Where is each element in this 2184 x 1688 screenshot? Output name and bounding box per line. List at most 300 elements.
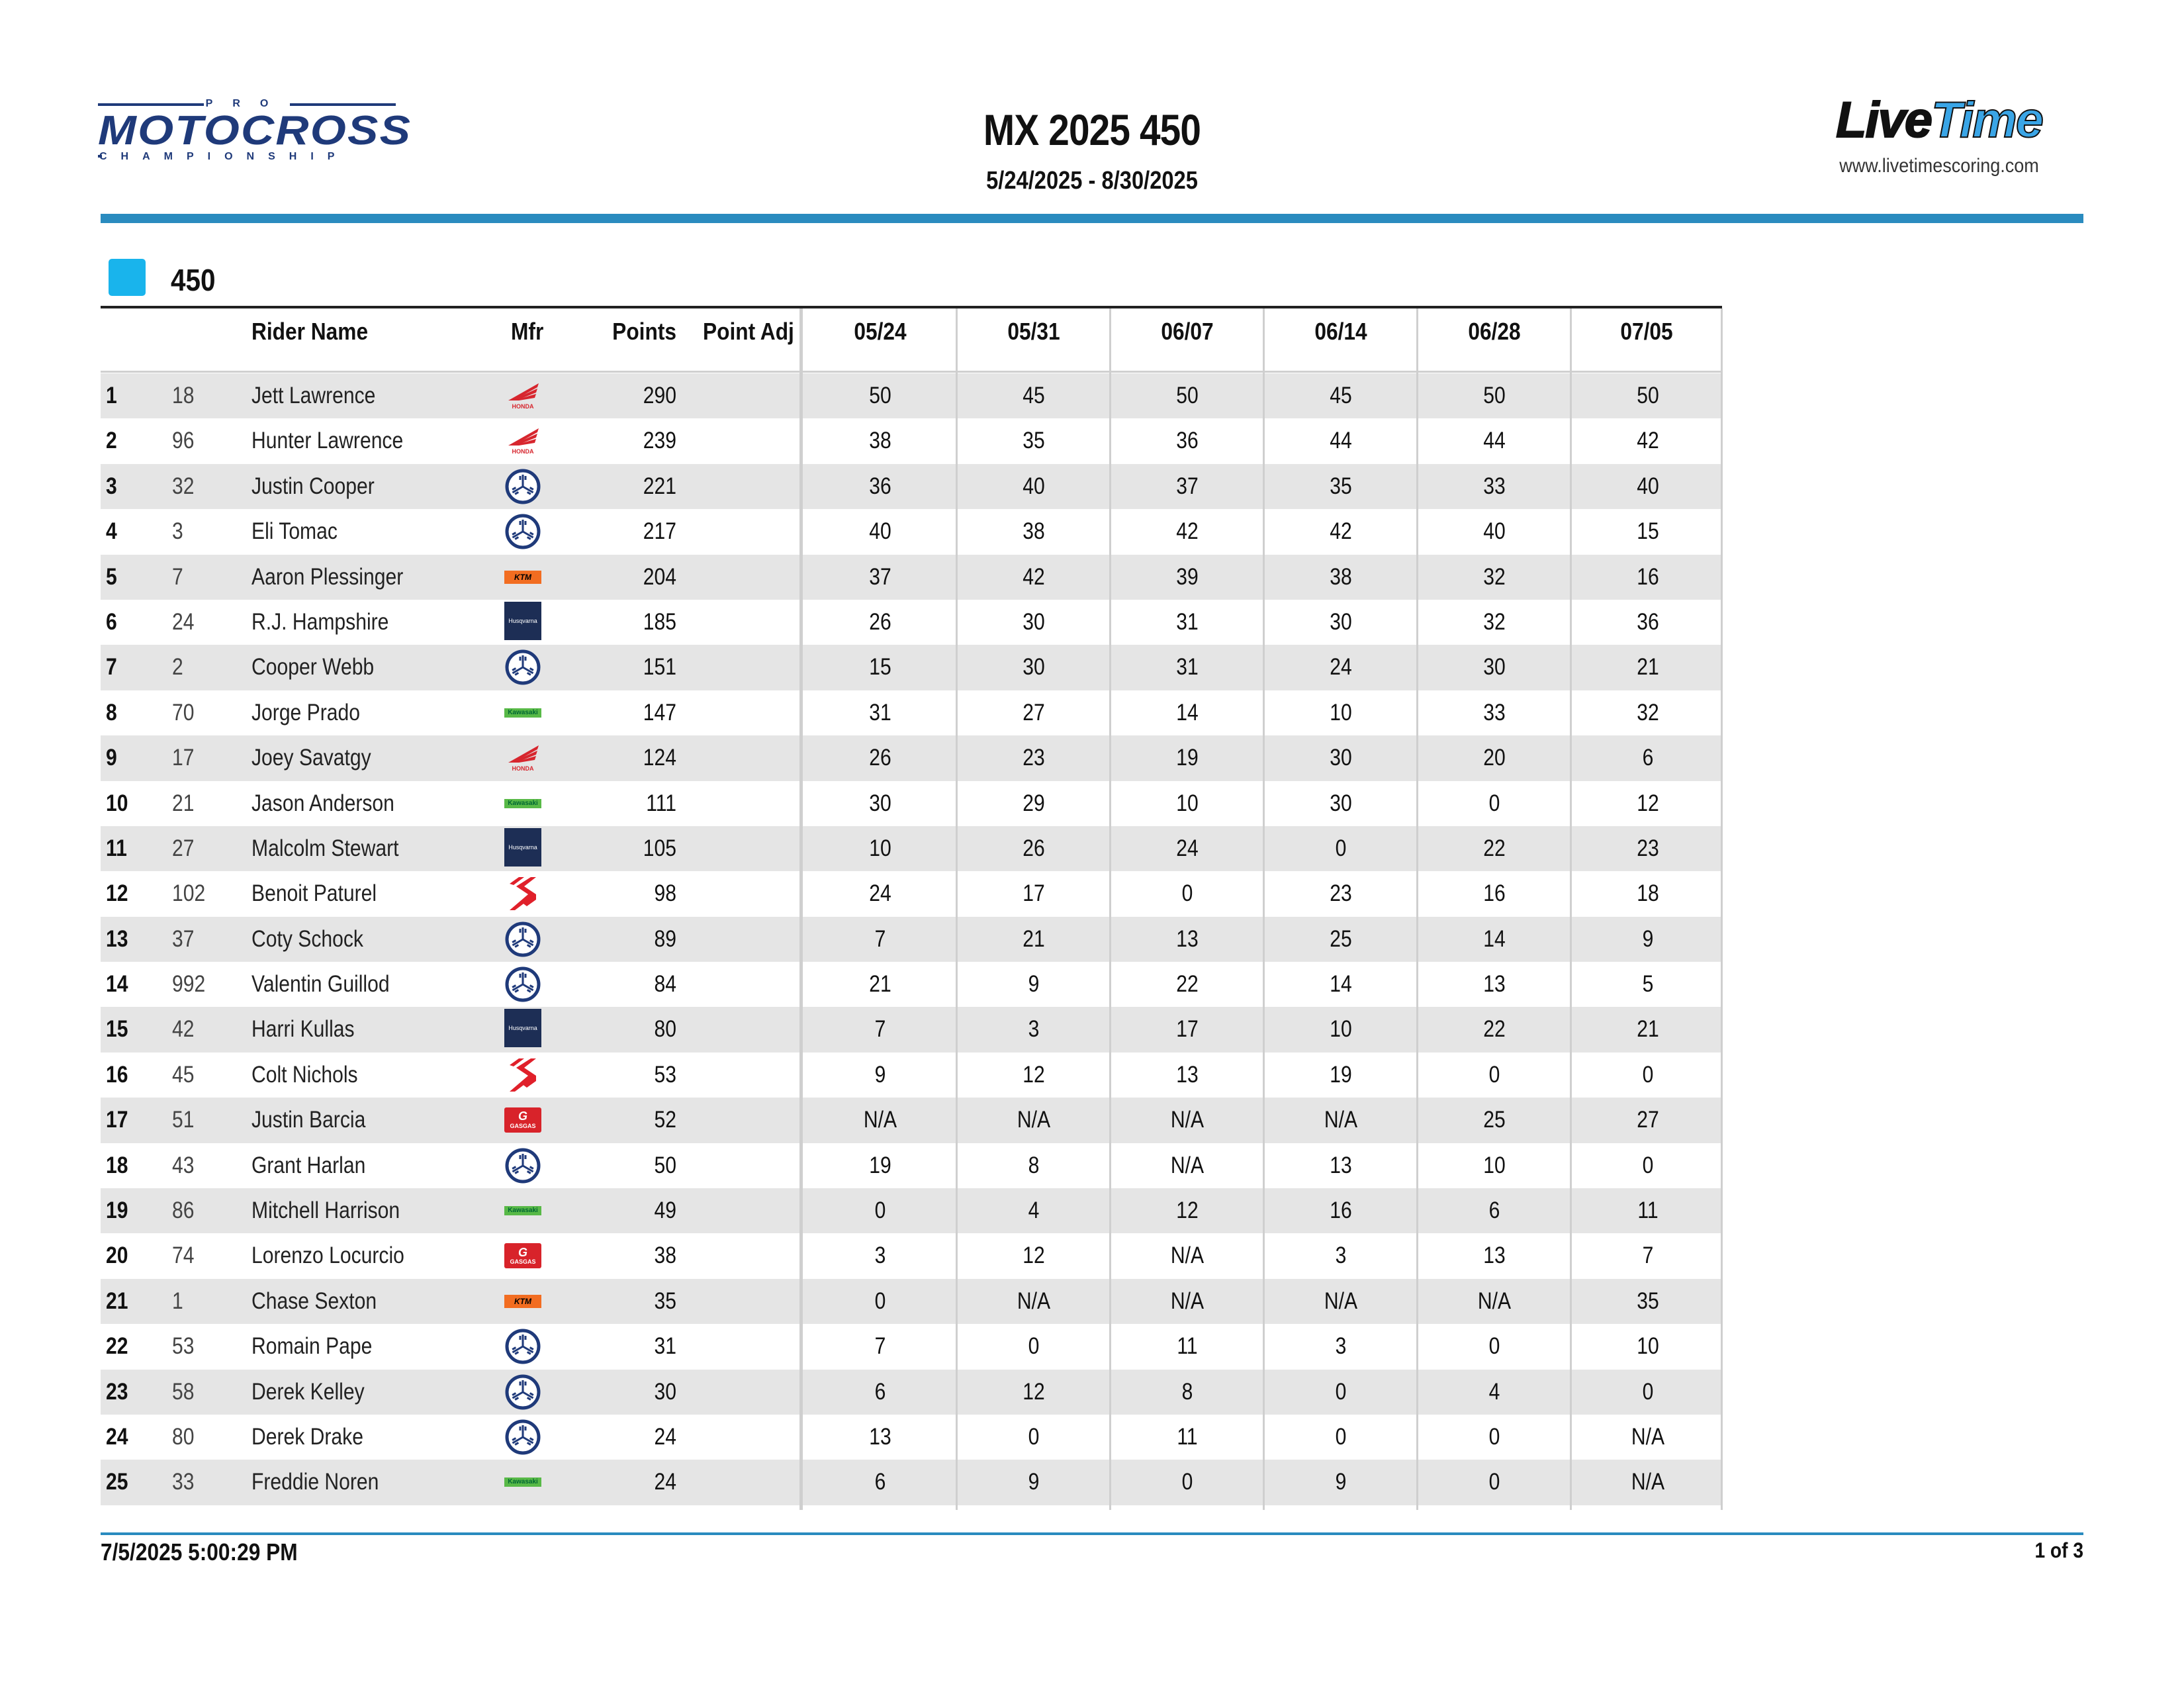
manufacturer-cell [502,826,544,871]
round-points-cell: 32 [1483,563,1506,590]
position-cell: 3 [106,473,117,499]
suzuki-s-icon [504,876,541,911]
honda-label: HONDA [512,765,534,773]
header-round-2: 05/31 [1007,318,1060,345]
kawasaki-logo-icon [504,696,541,730]
bike-number-cell: 7 [172,563,183,590]
round-points-cell: 12 [1023,1243,1045,1269]
position-cell: 19 [106,1197,128,1224]
round-points-cell: 26 [869,745,891,771]
points-cell: 147 [643,699,676,726]
position-cell: 9 [106,745,117,771]
round-points-cell: 21 [1637,1016,1659,1043]
rider-name-cell: Joey Savatgy [251,745,371,771]
kawasaki-logo-icon [504,1194,541,1228]
points-cell: 217 [643,518,676,545]
round-points-cell: 13 [1483,971,1506,998]
rider-name-cell: Grant Harlan [251,1152,366,1178]
manufacturer-cell [502,735,544,780]
round-points-cell: 50 [1176,383,1199,408]
round-points-cell: 9 [1335,1469,1347,1495]
position-cell: 10 [106,790,128,816]
yamaha-tuning-fork-icon [504,967,541,1002]
position-cell: 2 [106,428,117,454]
round-points-cell: 17 [1176,1016,1199,1043]
table-row [101,600,1722,645]
bike-number-cell: 1 [172,1288,183,1314]
manufacturer-cell [502,1279,544,1324]
position-cell: 21 [106,1288,128,1314]
round-points-cell: 3 [874,1243,886,1269]
round-points-cell: 0 [1335,835,1347,861]
manufacturer-cell [502,1053,544,1098]
round-points-cell: 44 [1483,428,1506,454]
round-points-cell: N/A [1324,1288,1358,1314]
round-points-cell: 7 [874,925,886,952]
position-cell: 6 [106,608,117,635]
header-rider-name: Rider Name [251,318,369,345]
round-points-cell: 40 [1637,473,1659,499]
husqvarna-label: Husqvarna [508,843,537,851]
kawasaki-label: Kawasaki [504,1206,541,1215]
report-title: MX 2025 450 [983,105,1201,154]
round-points-cell: 6 [874,1469,886,1495]
round-points-cell: 26 [869,608,891,635]
yamaha-tuning-fork-icon [504,1420,541,1454]
round-points-cell: 0 [1488,1333,1500,1360]
column-separator [1109,308,1111,1510]
kawasaki-label: Kawasaki [504,799,541,808]
rider-name-cell: Hunter Lawrence [251,428,404,454]
round-points-cell: 35 [1637,1288,1659,1314]
round-points-cell: 15 [869,654,891,680]
report-title-block [827,105,1357,195]
manufacturer-cell [502,690,544,735]
rider-name-cell: Malcolm Stewart [251,835,399,861]
column-separator [1263,308,1265,1510]
husqvarna-crown-icon [504,831,541,866]
round-points-cell: 32 [1637,699,1659,726]
round-points-cell: 6 [874,1378,886,1405]
kawasaki-label: Kawasaki [504,708,541,718]
round-points-cell: N/A [1170,1152,1205,1178]
honda-label: HONDA [512,448,534,455]
position-cell: 8 [106,699,117,726]
round-points-cell: 42 [1330,518,1352,545]
round-points-cell: 10 [1637,1333,1659,1360]
round-points-cell: 22 [1483,1016,1506,1043]
round-points-cell: 12 [1176,1197,1199,1224]
round-points-cell: 23 [1330,880,1352,907]
round-points-cell: 22 [1483,835,1506,861]
round-points-cell: 14 [1483,925,1506,952]
round-points-cell: 8 [1028,1152,1040,1178]
rider-name-cell: Chase Sexton [251,1288,377,1314]
column-separator [956,308,958,1510]
round-points-cell: 4 [1488,1378,1500,1405]
points-cell: 239 [643,428,676,454]
round-points-cell: 16 [1637,563,1659,590]
header-divider [101,214,2083,223]
table-row [101,373,1722,418]
position-cell: 18 [106,1152,128,1178]
points-cell: 35 [654,1288,676,1314]
round-points-cell: 9 [1028,1469,1040,1495]
points-cell: 98 [654,880,676,907]
round-points-cell: 42 [1637,428,1659,454]
gasgas-label: GASGAS [510,1258,536,1266]
round-points-cell: 9 [874,1061,886,1088]
bike-number-cell: 42 [172,1016,195,1043]
honda-label: HONDA [512,403,534,410]
round-points-cell: 0 [1488,1061,1500,1088]
rider-name-cell: Mitchell Harrison [251,1197,400,1224]
points-cell: 185 [643,608,676,635]
bike-number-cell: 24 [172,608,195,635]
round-points-cell: 10 [1483,1152,1506,1178]
table-row [101,826,1722,871]
logo-main-text: MOTOCROSS [98,108,412,154]
rider-name-cell: Jett Lawrence [251,383,376,408]
table-row [101,645,1722,690]
position-cell: 17 [106,1107,128,1133]
points-cell: 221 [643,473,676,499]
gasgas-logo-icon: G GASGAS [504,1103,541,1137]
table-row [101,1324,1722,1369]
round-points-cell: 11 [1177,1333,1198,1360]
round-points-cell: 27 [1637,1107,1659,1133]
round-points-cell: 7 [874,1333,886,1360]
position-cell: 12 [106,880,128,907]
round-points-cell: 21 [1637,654,1659,680]
rider-name-cell: Jason Anderson [251,790,394,816]
round-points-cell: N/A [1017,1288,1051,1314]
round-points-cell: 26 [1023,835,1045,861]
yamaha-tuning-fork-icon [504,1375,541,1409]
manufacturer-cell [502,600,544,645]
points-cell: 105 [643,835,676,861]
rider-name-cell: Eli Tomac [251,518,338,545]
husqvarna-crown-icon [504,1012,541,1047]
round-points-cell: 14 [1176,699,1199,726]
round-points-cell: 12 [1023,1061,1045,1088]
round-points-cell: 14 [1330,971,1352,998]
round-points-cell: 3 [1335,1333,1347,1360]
table-row [101,1143,1722,1188]
round-points-cell: 16 [1330,1197,1352,1224]
manufacturer-cell [502,418,544,463]
rider-name-cell: Freddie Noren [251,1469,379,1495]
bike-number-cell: 53 [172,1333,195,1360]
ktm-logo-icon [504,560,541,594]
round-points-cell: 37 [1176,473,1199,499]
position-cell: 23 [106,1378,128,1405]
standings-table [101,373,1722,1505]
round-points-cell: 50 [1483,383,1506,408]
yamaha-tuning-fork-icon [504,514,541,549]
round-points-cell: 40 [1023,473,1045,499]
table-row [101,1188,1722,1233]
round-points-cell: 44 [1330,428,1352,454]
round-points-cell: 50 [1637,383,1659,408]
livetime-logo [1787,92,2091,177]
table-row [101,1007,1722,1052]
round-points-cell: 19 [1176,745,1199,771]
round-points-cell: 10 [869,835,891,861]
header-round-3: 06/07 [1161,318,1214,345]
round-points-cell: 0 [1028,1423,1040,1450]
manufacturer-cell [502,962,544,1007]
manufacturer-cell [502,555,544,600]
round-points-cell: 25 [1483,1107,1506,1133]
bike-number-cell: 21 [172,790,195,816]
round-points-cell: 23 [1023,745,1045,771]
bike-number-cell: 51 [172,1107,195,1133]
table-row [101,1233,1722,1278]
column-separator [799,308,803,1510]
rider-name-cell: R.J. Hampshire [251,608,389,635]
points-cell: 24 [654,1423,676,1450]
page-number: 1 of 3 [2034,1538,2083,1562]
rider-name-cell: Derek Drake [251,1423,363,1450]
points-cell: 30 [654,1378,676,1405]
position-cell: 14 [106,971,128,998]
points-cell: 80 [654,1016,676,1043]
round-points-cell: 30 [1023,654,1045,680]
round-points-cell: 31 [1176,608,1199,635]
rider-name-cell: Justin Barcia [251,1107,366,1133]
points-cell: 84 [654,971,676,998]
rider-name-cell: Jorge Prado [251,699,360,726]
points-cell: 151 [643,654,676,680]
round-points-cell: 7 [874,1016,886,1043]
bike-number-cell: 2 [172,654,183,680]
round-points-cell: 36 [1637,608,1659,635]
rider-name-cell: Cooper Webb [251,654,375,680]
class-label: 450 [171,263,216,297]
table-row [101,781,1722,826]
points-cell: 49 [654,1197,676,1224]
table-row [101,555,1722,600]
table-row [101,1460,1722,1505]
table-row [101,1053,1722,1098]
table-row [101,1098,1722,1143]
header-round-5: 06/28 [1468,318,1521,345]
position-cell: 5 [106,563,117,590]
round-points-cell: 30 [1330,745,1352,771]
position-cell: 20 [106,1243,128,1269]
column-separator [1721,308,1723,1510]
bike-number-cell: 96 [172,428,195,454]
round-points-cell: 11 [1637,1197,1659,1224]
round-points-cell: 45 [1023,383,1045,408]
rider-name-cell: Lorenzo Locurcio [251,1243,404,1269]
motocross-logo [98,98,412,162]
round-points-cell: 45 [1330,383,1352,408]
round-points-cell: 9 [1028,971,1040,998]
round-points-cell: 30 [1330,608,1352,635]
table-row [101,464,1722,509]
round-points-cell: 3 [1335,1243,1347,1269]
round-points-cell: 10 [1330,699,1352,726]
ktm-label: KTM [504,1295,541,1308]
points-cell: 124 [643,745,676,771]
round-points-cell: 13 [1330,1152,1352,1178]
round-points-cell: 0 [874,1197,886,1224]
round-points-cell: 0 [1488,1469,1500,1495]
round-points-cell: 13 [1176,925,1199,952]
round-points-cell: N/A [1631,1423,1665,1450]
round-points-cell: 39 [1176,563,1199,590]
round-points-cell: 40 [1483,518,1506,545]
honda-wing-icon [504,424,541,458]
table-row [101,418,1722,463]
kawasaki-label: Kawasaki [504,1477,541,1487]
kawasaki-logo-icon [504,786,541,821]
gasgas-logo-icon: G GASGAS [504,1239,541,1273]
rider-name-cell: Justin Cooper [251,473,375,499]
manufacturer-cell [502,1324,544,1369]
round-points-cell: 38 [1023,518,1045,545]
table-row [101,690,1722,735]
round-points-cell: N/A [1477,1288,1512,1314]
manufacturer-cell [502,373,544,418]
bike-number-cell: 86 [172,1197,195,1224]
round-points-cell: N/A [1631,1469,1665,1495]
position-cell: 24 [106,1423,128,1450]
round-points-cell: 0 [1335,1423,1347,1450]
table-row [101,509,1722,554]
table-row [101,735,1722,780]
round-points-cell: 0 [1488,1423,1500,1450]
bike-number-cell: 80 [172,1423,195,1450]
round-points-cell: 13 [869,1423,891,1450]
round-points-cell: 0 [1488,790,1500,816]
table-top-rule [101,306,1722,308]
round-points-cell: 32 [1483,608,1506,635]
points-cell: 52 [654,1107,676,1133]
round-points-cell: 20 [1483,745,1506,771]
manufacturer-cell [502,1188,544,1233]
round-points-cell: N/A [1017,1107,1051,1133]
rider-name-cell: Derek Kelley [251,1378,365,1405]
manufacturer-cell [502,509,544,554]
round-points-cell: 0 [1642,1378,1654,1405]
table-row [101,1279,1722,1324]
bike-number-cell: 17 [172,745,195,771]
bike-number-cell: 58 [172,1378,195,1405]
manufacturer-cell [502,917,544,962]
print-timestamp: 7/5/2025 5:00:29 PM [101,1538,298,1566]
round-points-cell: 9 [1642,925,1654,952]
round-points-cell: N/A [1170,1288,1205,1314]
points-cell: 290 [643,383,676,408]
table-row [101,1370,1722,1415]
round-points-cell: 35 [1023,428,1045,454]
header-round-6: 07/05 [1620,318,1673,345]
yamaha-tuning-fork-icon [504,469,541,504]
class-color-swatch [109,259,146,296]
ktm-label: KTM [504,571,541,584]
position-cell: 1 [106,383,117,408]
position-cell: 25 [106,1469,128,1495]
logo-live-text: Live [1835,92,1932,148]
manufacturer-cell [502,1415,544,1460]
table-row [101,917,1722,962]
round-points-cell: 36 [869,473,891,499]
ktm-logo-icon [504,1284,541,1319]
points-cell: 53 [654,1061,676,1088]
bike-number-cell: 18 [172,383,195,408]
suzuki-s-icon [504,1058,541,1092]
manufacturer-cell [502,1370,544,1415]
position-cell: 16 [106,1061,128,1088]
table-row [101,1415,1722,1460]
husqvarna-crown-icon [504,605,541,639]
rider-name-cell: Colt Nichols [251,1061,358,1088]
rider-name-cell: Romain Pape [251,1333,373,1360]
manufacturer-cell [502,781,544,826]
round-points-cell: 17 [1023,880,1045,907]
manufacturer-cell [502,464,544,509]
points-cell: 24 [654,1469,676,1495]
bike-number-cell: 37 [172,925,195,952]
round-points-cell: 25 [1330,925,1352,952]
bike-number-cell: 45 [172,1061,195,1088]
points-cell: 89 [654,925,676,952]
round-points-cell: 0 [1181,1469,1193,1495]
round-points-cell: 19 [1330,1061,1352,1088]
bike-number-cell: 992 [172,971,206,998]
manufacturer-cell [502,1098,544,1143]
round-points-cell: 12 [1023,1378,1045,1405]
bike-number-cell: 102 [172,880,206,907]
position-cell: 11 [106,835,127,861]
position-cell: 22 [106,1333,128,1360]
round-points-cell: 27 [1023,699,1045,726]
bike-number-cell: 33 [172,1469,195,1495]
manufacturer-cell [502,1007,544,1052]
round-points-cell: 8 [1181,1378,1193,1405]
round-points-cell: N/A [1170,1243,1205,1269]
table-header-underline [101,371,1722,373]
position-cell: 7 [106,654,117,680]
logo-pro-text: PRO [205,98,289,109]
points-cell: 50 [654,1152,676,1178]
round-points-cell: 18 [1637,880,1659,907]
yamaha-tuning-fork-icon [504,650,541,684]
husqvarna-label: Husqvarna [508,617,537,624]
bike-number-cell: 32 [172,473,195,499]
round-points-cell: 21 [1023,925,1045,952]
round-points-cell: 0 [1181,880,1193,907]
round-points-cell: 24 [1176,835,1199,861]
gasgas-label: GASGAS [510,1123,536,1130]
header-points: Points [612,318,676,345]
round-points-cell: 30 [869,790,891,816]
website-url: www.livetimescoring.com [1839,155,2039,177]
round-points-cell: 37 [869,563,891,590]
manufacturer-cell [502,1233,544,1278]
manufacturer-cell [502,871,544,916]
round-points-cell: 31 [1176,654,1199,680]
round-points-cell: 12 [1637,790,1659,816]
round-points-cell: 35 [1330,473,1352,499]
round-points-cell: 0 [1642,1152,1654,1178]
bike-number-cell: 27 [172,835,195,861]
date-range: 5/24/2025 - 8/30/2025 [986,167,1198,195]
round-points-cell: 30 [1483,654,1506,680]
